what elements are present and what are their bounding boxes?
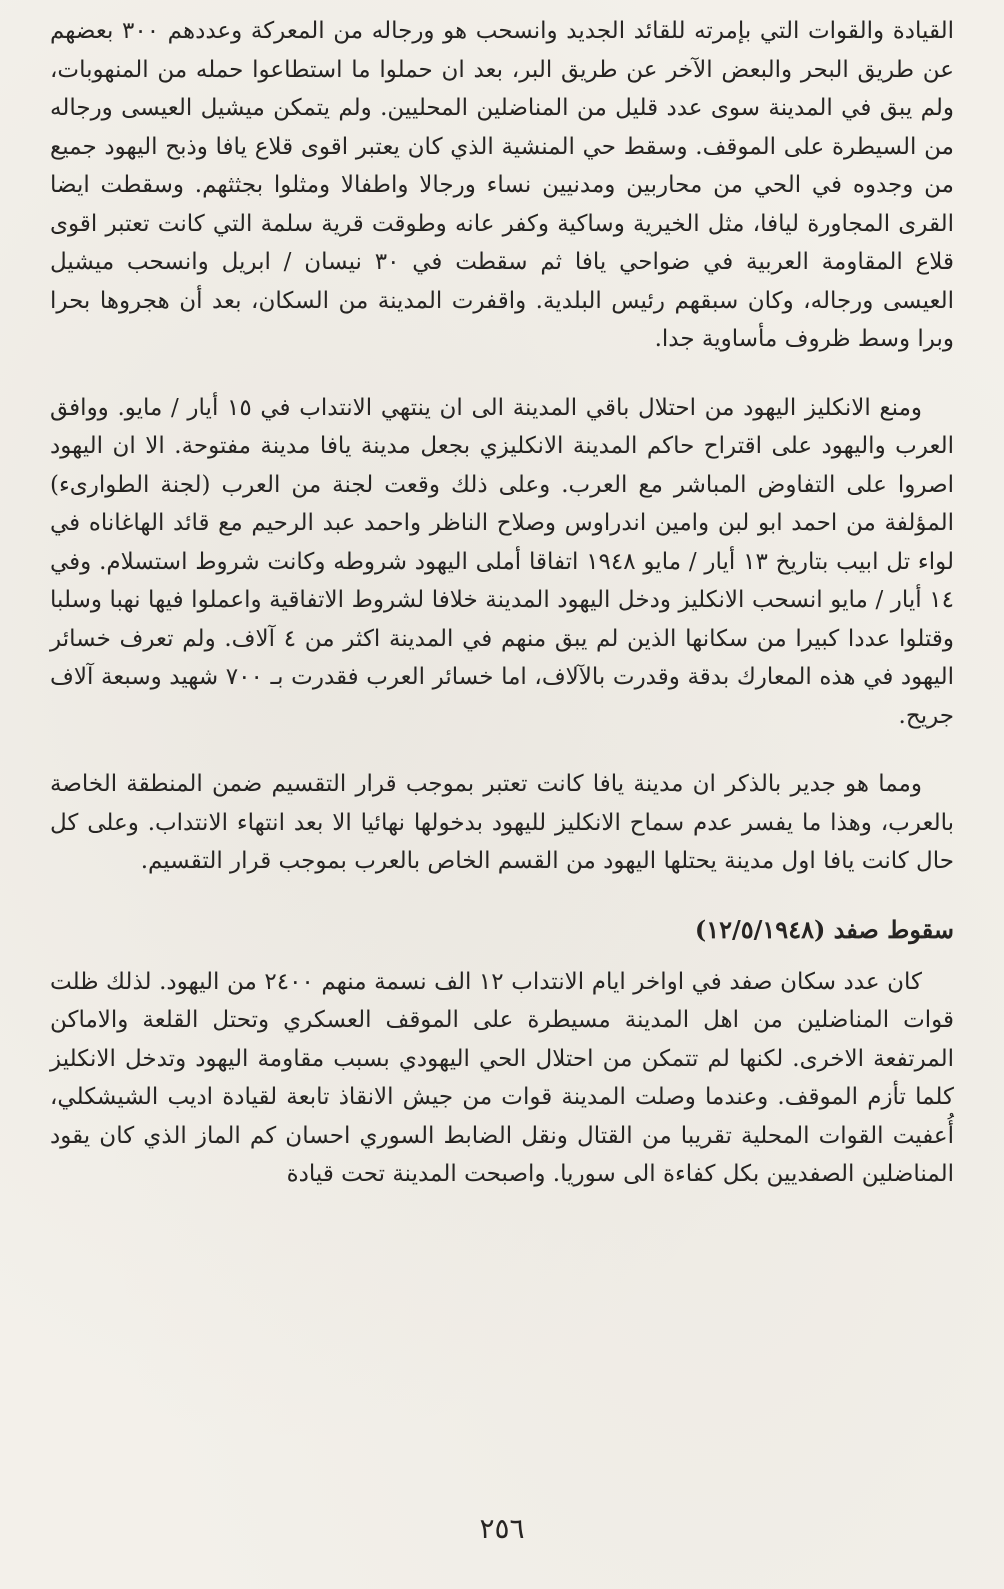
page-number: ٢٥٦ xyxy=(479,1512,525,1545)
paragraph-british-and-truce: ومنع الانكليز اليهود من احتلال باقي المدينة الى ان ينتهي الانتداب في ١٥ أيار / مايو. ووافق العرب واليهود على اقتراح حاكم المدينة الانكليزي بجعل مدينة يافا مدينة مفتوحة. الا ان اليهود اصروا على التفاوض المباشر مع العرب. وعلى ذلك وقعت لجنة من العرب (لجنة الطوارىء) المؤلفة من احمد ابو لبن وامين اندراوس وصلاح الناظر واحمد عبد الرحيم مع قائد الهاغاناه في لواء تل ابيب بتاريخ ١٣ أيار / مايو ١٩٤٨ اتفاقا أملى اليهود شروطه وكانت شروط استسلام. وفي ١٤ أيار / مايو انسحب الانكليز ودخل اليهود المدينة خلافا لشروط الاتفاقية واعملوا فيها نهبا وسلبا وقتلوا عددا كبيرا من سكانها الذين لم يبق منهم في المدينة اكثر من ٤ آلاف. ولم تعرف خسائر اليهود في هذه المعارك بدقة وقدرت بالآلاف، اما خسائر العرب فقدرت بـ ٧٠٠ شهيد وسبعة آلاف جريح. xyxy=(50,394,954,729)
paragraph-spacer xyxy=(50,735,954,765)
paragraph-partition-note: ومما هو جدير بالذكر ان مدينة يافا كانت تعتبر بموجب قرار التقسيم ضمن المنطقة الخاصة بالعرب، وهذا ما يفسر عدم سماح الانكليز لليهود بدخولها نهائيا الا بعد انتهاء الانتداب. وعلى كل حال كانت يافا اول مدينة يحتلها اليهود من القسم الخاص بالعرب بموجب قرار التقسيم. xyxy=(50,771,954,874)
section-heading-safad: سقوط صفد (١٢/٥/١٩٤٨) xyxy=(694,914,954,944)
paragraph-spacer xyxy=(50,881,954,911)
paragraph-safad: كان عدد سكان صفد في اواخر ايام الانتداب ١٢ الف نسمة منهم ٢٤٠٠ من اليهود. لذلك ظلت قوات المناضلين من اهل المدينة مسيطرة على الموقف العسكري وتحتل القلعة والاماكن المرتفعة الاخرى. لكنها لم تتمكن من احتلال الحي اليهودي بسبب مقاومة اليهود وتدخل الانكليز كلما تأزم الموقف. وعندما وصلت المدينة قوات من جيش الانقاذ تابعة لقيادة اديب الشيشكلي، أُعفيت القوات المحلية تقريبا من القتال ونقل الضابط السوري احسان كم الماز الذي كان يقود المناضلين الصفديين بكل كفاءة الى سوريا. واصبحت المدينة تحت قيادة xyxy=(50,968,954,1187)
heading-spacer xyxy=(50,949,954,963)
paragraph-spacer xyxy=(50,359,954,389)
paragraph-jaffa-fall: القيادة والقوات التي بإمرته للقائد الجديد وانسحب هو ورجاله من المعركة وعددهم ٣٠٠ بعضهم عن طريق البحر والبعض الآخر عن طريق البر، بعد ان حملوا ما استطاعوا حمله من المنهوبات، ولم يبق في المدينة سوى عدد قليل من المناضلين المحليين. ولم يتمكن ميشيل العيسى ورجاله من السيطرة على الموقف. وسقط حي المنشية الذي كان يعتبر اقوى قلاع يافا وذبح اليهود جميع من وجدوه في الحي من محاربين ومدنيين نساء ورجالا واطفالا ومثلوا بجثثهم. وسقطت ايضا القرى المجاورة ليافا، مثل الخيرية وساكية وكفر عانه وطوقت قرية سلمة التي كانت تعتبر اقوى قلاع المقاومة العربية في ضواحي يافا ثم سقطت في ٣٠ نيسان / ابريل وانسحب ميشيل العيسى ورجاله، وكان سبقهم رئيس البلدية. واقفرت المدينة من السكان، بعد أن هجروها بحرا وبرا وسط ظروف مأساوية جدا. xyxy=(50,18,954,352)
